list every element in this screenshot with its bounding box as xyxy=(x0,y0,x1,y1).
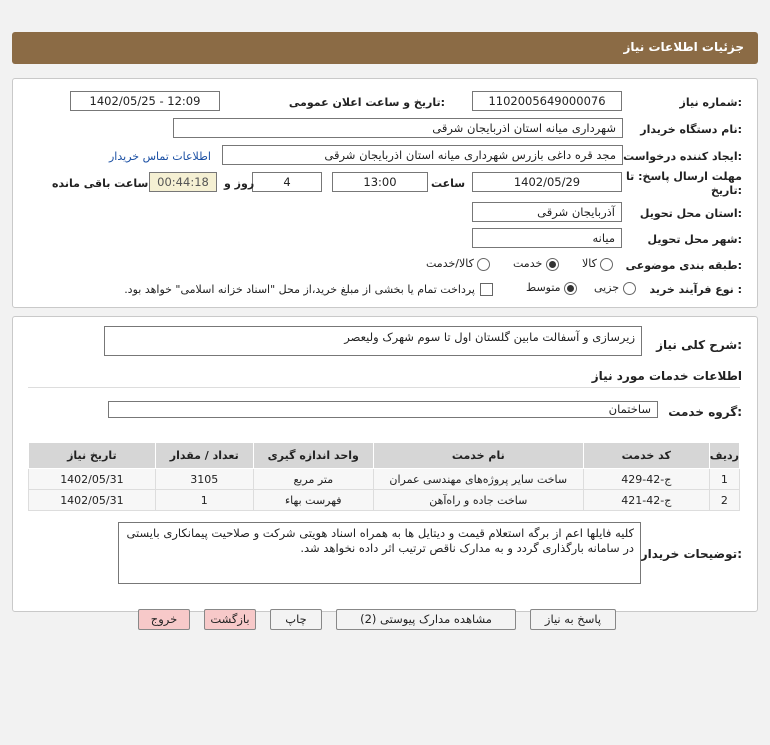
summary-label: شرح کلی نیاز: xyxy=(656,338,742,352)
cell-name: ساخت جاده و راه‌آهن xyxy=(373,490,583,511)
buyer-notes-label: توضیحات خریدار: xyxy=(640,547,742,561)
process-label: نوع فرآیند خرید : xyxy=(649,283,742,296)
radio-selected-icon[interactable] xyxy=(546,258,559,271)
city-label: شهر محل تحویل: xyxy=(647,233,742,246)
days-label: روز و xyxy=(224,177,255,190)
category-option-service-label: خدمت xyxy=(513,257,543,270)
col-row-header: ردیف xyxy=(709,443,739,469)
col-code-header: کد خدمت xyxy=(583,443,709,469)
creator-label: ایجاد کننده درخواست: xyxy=(623,150,742,163)
process-option-medium[interactable] xyxy=(526,281,577,295)
deadline-date-label: تاریخ: xyxy=(710,184,742,197)
category-option-both-label: کالا/خدمت xyxy=(426,257,474,270)
section-divider xyxy=(28,387,740,388)
col-date-header: تاریخ نیاز xyxy=(29,443,156,469)
page-header xyxy=(12,32,758,64)
buyer-notes-field: کلیه فایلها اعم از برگه استعلام قیمت و دیتایل ها به همراه اسناد هویتی شرکت و صلاحیت پیمانکاری بایستی در سامانه بارگذاری گردد و به مدارک ناقص ترتیب اثر داده نخواهد شد. xyxy=(118,522,641,584)
radio-selected-icon[interactable] xyxy=(564,282,577,295)
category-option-goods[interactable] xyxy=(582,257,613,271)
view-attachments-button[interactable]: مشاهده مدارک پیوستی (2) xyxy=(336,609,516,630)
col-name-header: نام خدمت xyxy=(373,443,583,469)
process-option-medium-label: متوسط xyxy=(526,281,561,294)
service-group-label: گروه خدمت: xyxy=(668,405,742,419)
col-unit-header: واحد اندازه گیری xyxy=(253,443,373,469)
service-group-field: ساختمان xyxy=(108,401,658,418)
table-row xyxy=(29,490,740,511)
creator-field: مجد قره داغی بازرس شهرداری میانه استان اذربایجان شرقی xyxy=(222,145,623,165)
cell-row: 1 xyxy=(709,469,739,490)
process-option-minor-label: جزیی xyxy=(594,281,620,294)
page-title: جزئیات اطلاعات نیاز xyxy=(623,40,744,54)
cell-date: 1402/05/31 xyxy=(29,469,156,490)
remaining-time-field: 00:44:18 xyxy=(149,172,217,192)
process-option-minor[interactable] xyxy=(594,281,636,295)
province-field: آذربایجان شرقی xyxy=(472,202,622,222)
cell-qty: 3105 xyxy=(155,469,253,490)
table-header-row xyxy=(29,443,740,469)
cell-code: ج-42-421 xyxy=(583,490,709,511)
cell-qty: 1 xyxy=(155,490,253,511)
buyer-contact-link[interactable]: اطلاعات تماس خریدار xyxy=(109,150,211,163)
cell-code: ج-42-429 xyxy=(583,469,709,490)
deadline-time-field: 13:00 xyxy=(332,172,428,192)
category-option-service[interactable] xyxy=(513,257,559,271)
buyer-field: شهرداری میانه استان اذربایجان شرقی xyxy=(173,118,623,138)
treasury-payment-note: پرداخت تمام یا بخشی از مبلغ خرید،از محل "اسناد خزانه اسلامی" خواهد بود. xyxy=(124,283,475,296)
print-button[interactable]: چاپ xyxy=(270,609,322,630)
cell-unit: فهرست بهاء xyxy=(253,490,373,511)
cell-date: 1402/05/31 xyxy=(29,490,156,511)
category-option-goods-label: کالا xyxy=(582,257,597,270)
need-info-panel xyxy=(12,78,758,308)
announce-date-field: 1402/05/25 - 12:09 xyxy=(70,91,220,111)
radio-icon[interactable] xyxy=(600,258,613,271)
need-number-field: 1102005649000076 xyxy=(472,91,622,111)
deadline-time-label: ساعت xyxy=(431,177,466,190)
treasury-payment-checkbox[interactable] xyxy=(480,283,493,296)
table-row xyxy=(29,469,740,490)
col-qty-header: تعداد / مقدار xyxy=(155,443,253,469)
remaining-label: ساعت باقی مانده xyxy=(52,177,149,190)
deadline-date-field: 1402/05/29 xyxy=(472,172,622,192)
buyer-label: نام دستگاه خریدار: xyxy=(640,123,742,136)
summary-field: زیرسازی و آسفالت مابین گلستان اول تا سوم شهرک ولیعصر xyxy=(104,326,642,356)
services-table xyxy=(28,442,740,511)
services-section-title: اطلاعات خدمات مورد نیاز xyxy=(591,369,742,383)
category-option-both[interactable] xyxy=(426,257,490,271)
radio-icon[interactable] xyxy=(623,282,636,295)
province-label: استان محل تحویل: xyxy=(639,207,742,220)
reply-button[interactable]: پاسخ به نیاز xyxy=(530,609,616,630)
cell-unit: متر مربع xyxy=(253,469,373,490)
deadline-label: مهلت ارسال پاسخ: تا xyxy=(626,170,742,183)
back-button[interactable]: بازگشت xyxy=(204,609,256,630)
exit-button[interactable]: خروج xyxy=(138,609,190,630)
city-field: میانه xyxy=(472,228,622,248)
cell-name: ساخت سایر پروژه‌های مهندسی عمران xyxy=(373,469,583,490)
announce-date-label: تاریخ و ساعت اعلان عمومی: xyxy=(288,96,445,109)
days-field: 4 xyxy=(252,172,322,192)
cell-row: 2 xyxy=(709,490,739,511)
radio-icon[interactable] xyxy=(477,258,490,271)
category-label: طبقه بندی موضوعی: xyxy=(625,259,742,272)
need-number-label: شماره نیاز: xyxy=(679,96,742,109)
